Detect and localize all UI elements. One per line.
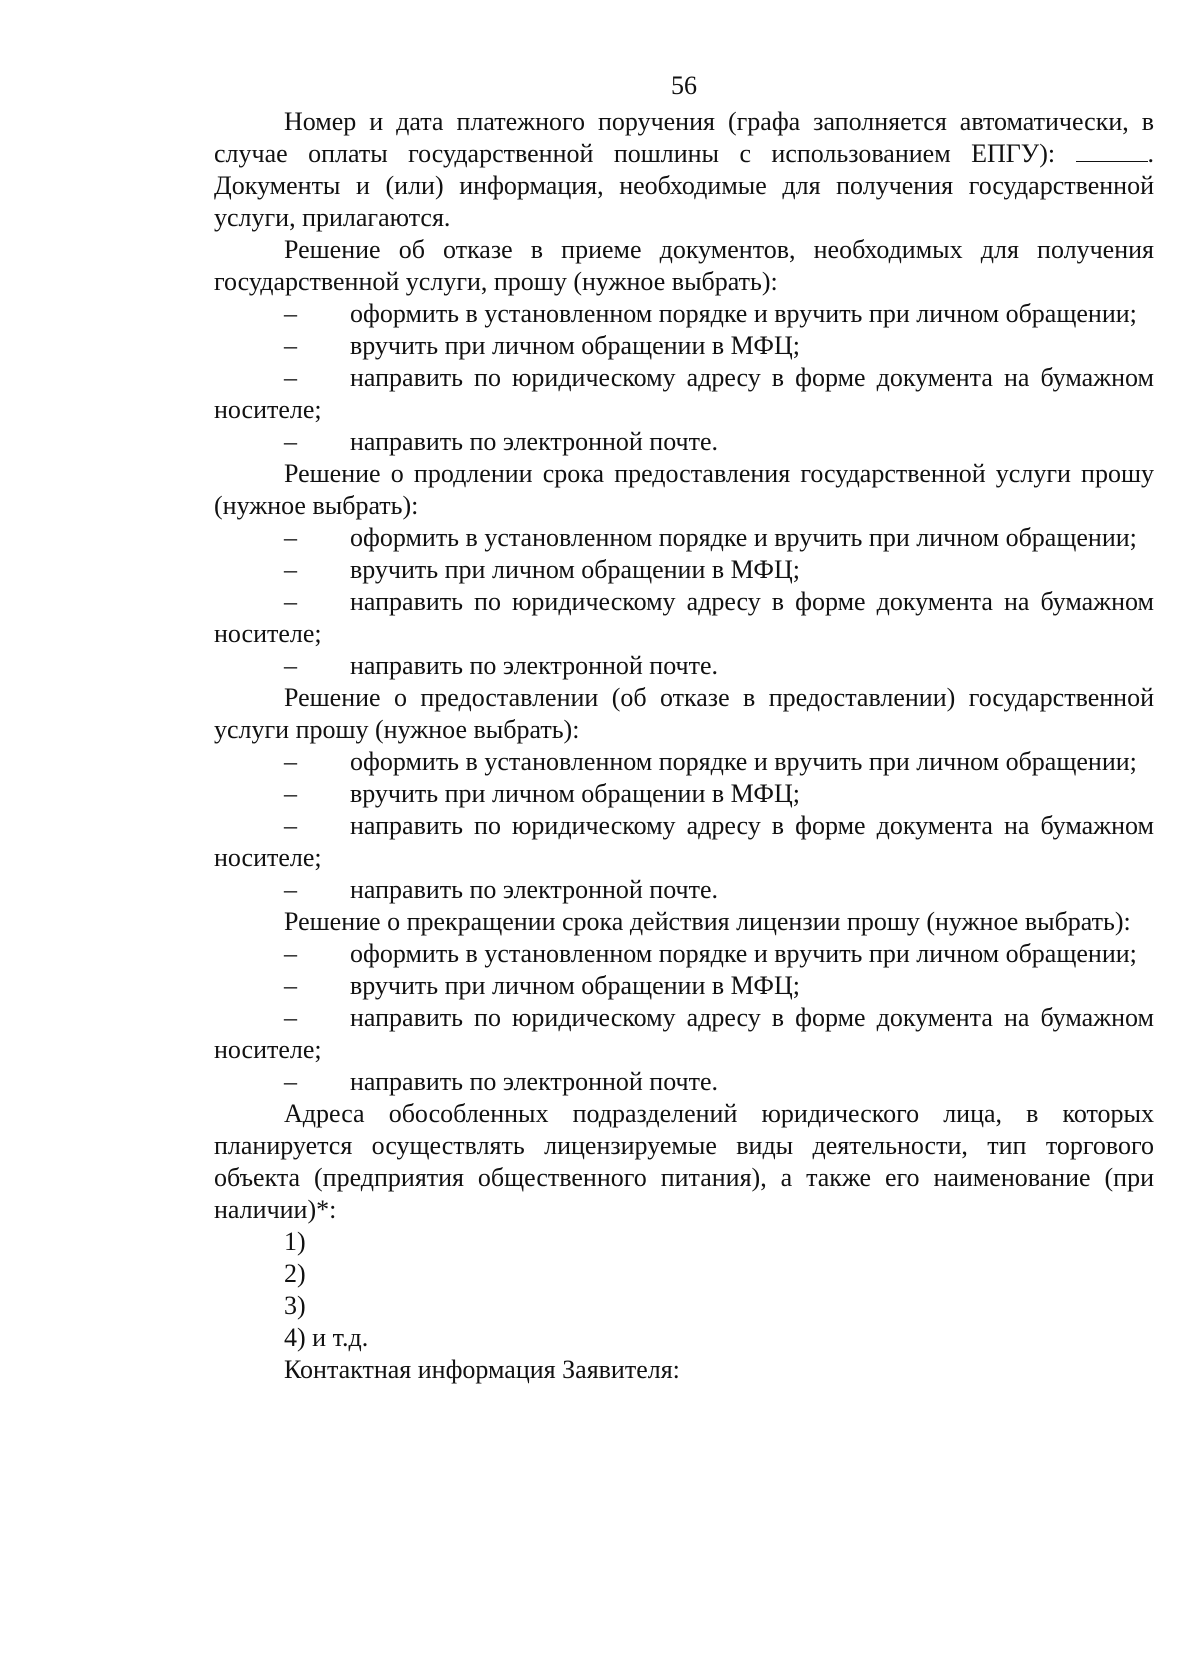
payment-order-text: Номер и дата платежного поручения (графа заполняется автоматически, в случае оплаты государственной пошлины с использованием ЕПГУ):: [214, 107, 1154, 168]
page-number: 56: [671, 71, 697, 100]
option-item: [214, 778, 1154, 810]
option-text: вручить при личном обращении в МФЦ;: [350, 779, 800, 808]
option-item: [214, 522, 1154, 554]
option-text: оформить в установленном порядке и вручить при личном обращении;: [350, 523, 1137, 552]
option-text: вручить при личном обращении в МФЦ;: [350, 555, 800, 584]
option-item: [214, 810, 1154, 874]
option-text: вручить при личном обращении в МФЦ;: [350, 971, 800, 1000]
option-text: вручить при личном обращении в МФЦ;: [350, 331, 800, 360]
section-heading: Решение о продлении срока предоставления государственной услуги прошу (нужное выбрать):: [214, 459, 1154, 520]
option-text: направить по юридическому адресу в форме документа на бумажном носителе;: [214, 587, 1154, 648]
option-item: [214, 970, 1154, 1002]
dash-marker: –: [284, 363, 297, 392]
address-list-item: 2): [284, 1259, 306, 1288]
dash-marker: –: [284, 587, 297, 616]
dash-marker: –: [284, 1003, 297, 1032]
dash-marker: –: [284, 427, 297, 456]
dash-marker: –: [284, 971, 297, 1000]
dash-marker: –: [284, 811, 297, 840]
dash-marker: –: [284, 555, 297, 584]
option-text: направить по электронной почте.: [350, 651, 719, 680]
address-list-item: 1): [284, 1227, 306, 1256]
section-heading: Решение о прекращении срока действия лицензии прошу (нужное выбрать):: [284, 907, 1131, 936]
option-item: [214, 554, 1154, 586]
dash-marker: –: [284, 651, 297, 680]
dash-marker: –: [284, 1067, 297, 1096]
dash-marker: –: [284, 875, 297, 904]
address-list-item: 3): [284, 1291, 306, 1320]
option-text: направить по юридическому адресу в форме документа на бумажном носителе;: [214, 363, 1154, 424]
option-item: [214, 1066, 1154, 1098]
payment-order-paragraph: [214, 106, 1154, 234]
option-item: [214, 330, 1154, 362]
dash-marker: –: [284, 299, 297, 328]
payment-order-text-after: . Документы и (или) информация, необходимые для получения государственной услуги, прилагаются.: [214, 139, 1154, 232]
dash-marker: –: [284, 779, 297, 808]
contact-info-label: Контактная информация Заявителя:: [284, 1355, 680, 1384]
option-text: направить по электронной почте.: [350, 1067, 719, 1096]
option-item: [214, 650, 1154, 682]
dash-marker: –: [284, 523, 297, 552]
option-text: направить по электронной почте.: [350, 875, 719, 904]
dash-marker: –: [284, 747, 297, 776]
section-heading: Решение о предоставлении (об отказе в предоставлении) государственной услуги прошу (нужное выбрать):: [214, 683, 1154, 744]
option-text: направить по юридическому адресу в форме документа на бумажном носителе;: [214, 811, 1154, 872]
address-list-item: 4) и т.д.: [284, 1323, 369, 1352]
option-text: направить по юридическому адресу в форме документа на бумажном носителе;: [214, 1003, 1154, 1064]
section-heading: Решение об отказе в приеме документов, необходимых для получения государственной услуги, прошу (нужное выбрать):: [214, 235, 1154, 296]
option-item: [214, 746, 1154, 778]
option-item: [214, 938, 1154, 970]
option-item: [214, 362, 1154, 426]
payment-order-blank: [1076, 139, 1148, 162]
option-text: направить по электронной почте.: [350, 427, 719, 456]
document-page: [214, 70, 1154, 1386]
option-item: [214, 586, 1154, 650]
option-item: [214, 874, 1154, 906]
option-text: оформить в установленном порядке и вручить при личном обращении;: [350, 939, 1137, 968]
option-item: [214, 298, 1154, 330]
option-text: оформить в установленном порядке и вручить при личном обращении;: [350, 299, 1137, 328]
option-item: [214, 1002, 1154, 1066]
option-item: [214, 426, 1154, 458]
dash-marker: –: [284, 939, 297, 968]
dash-marker: –: [284, 331, 297, 360]
option-text: оформить в установленном порядке и вручить при личном обращении;: [350, 747, 1137, 776]
addresses-paragraph: Адреса обособленных подразделений юридического лица, в которых планируется осуществлять лицензируемые виды деятельности, тип торгового объекта (предприятия общественного питания), а также его наименование (при наличии)*:: [214, 1099, 1154, 1224]
